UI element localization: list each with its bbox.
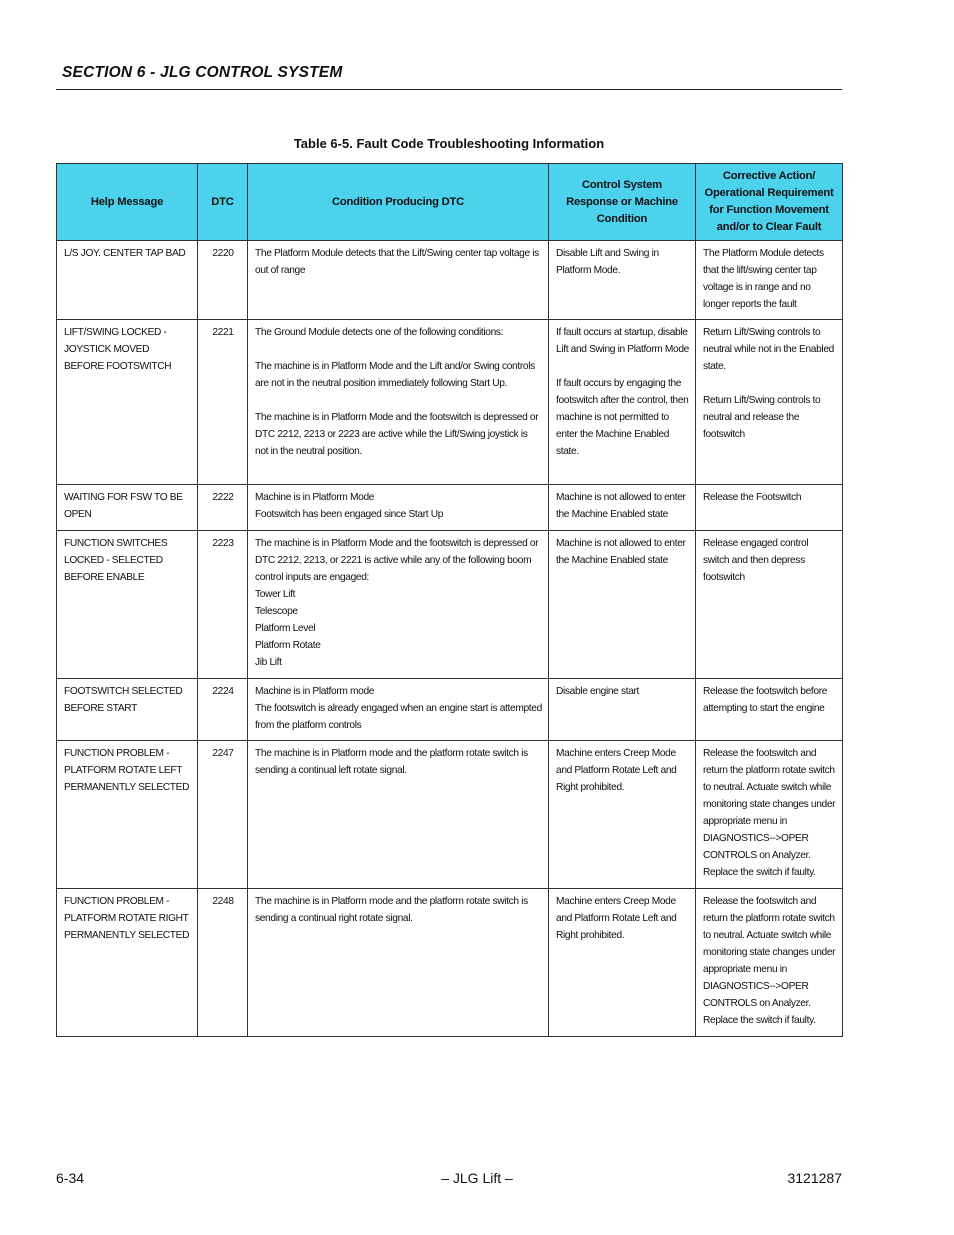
condition-line: The footswitch is already engaged when an engine start is attempted from the platform controls xyxy=(255,703,542,731)
action-text: Release the footswitch and return the platform rotate switch to neutral. Actuate switch while monitoring state changes under appropriate menu in DIAGNOSTICS-->OPER CONTROLS on Analyzer. Replace the switch if faulty. xyxy=(703,748,836,878)
response-text: Disable engine start xyxy=(556,686,640,697)
paragraph-gap xyxy=(255,392,542,409)
dtc-cell: 2248 xyxy=(198,889,248,1037)
condition-text: The machine is in Platform mode and the platform rotate switch is sending a continual right rotate signal. xyxy=(255,896,528,924)
condition-cell xyxy=(248,741,549,889)
condition-line: Machine is in Platform Mode xyxy=(255,492,375,503)
dtc-cell: 2247 xyxy=(198,741,248,889)
section-title: SECTION 6 - JLG CONTROL SYSTEM xyxy=(62,64,343,81)
action-text: Release engaged control switch and then depress footswitch xyxy=(703,538,809,583)
paragraph-gap xyxy=(703,375,836,392)
help-message-cell: FUNCTION PROBLEM - PLATFORM ROTATE RIGHT PERMANENTLY SELECTED xyxy=(57,889,198,1037)
header-rule xyxy=(56,89,842,90)
document-number: 3121287 xyxy=(787,1170,842,1186)
table-header-row xyxy=(57,164,843,241)
action-cell xyxy=(696,320,843,485)
paragraph-gap xyxy=(255,341,542,358)
response-cell xyxy=(549,320,696,485)
column-header-response: Control System Response or Machine Condition xyxy=(549,164,696,241)
table-row xyxy=(57,679,843,741)
table-row xyxy=(57,485,843,531)
action-text: The Platform Module detects that the lift/swing center tap voltage is in range and no longer reports the fault xyxy=(703,248,824,310)
action-text: Release the footswitch before attempting to start the engine xyxy=(703,686,828,714)
action-cell xyxy=(696,741,843,889)
dtc-cell: 2222 xyxy=(198,485,248,531)
column-header-dtc: DTC xyxy=(198,164,248,241)
condition-text: The machine is in Platform Mode and the Lift and/or Swing controls are not in the neutral position immediately following Start Up. xyxy=(255,361,535,389)
help-message-cell: FOOTSWITCH SELECTED BEFORE START xyxy=(57,679,198,741)
action-cell xyxy=(696,889,843,1037)
condition-cell xyxy=(248,241,549,320)
response-text: Machine is not allowed to enter the Machine Enabled state xyxy=(556,538,686,566)
action-cell xyxy=(696,485,843,531)
column-header-corrective-action: Corrective Action/ Operational Requirement for Function Movement and/or to Clear Fault xyxy=(696,164,843,241)
table-row xyxy=(57,531,843,679)
response-text: Machine enters Creep Mode and Platform Rotate Left and Right prohibited. xyxy=(556,748,677,793)
condition-line: Tower Lift xyxy=(255,589,296,600)
help-message-cell: L/S JOY. CENTER TAP BAD xyxy=(57,241,198,320)
condition-cell xyxy=(248,320,549,485)
dtc-cell: 2223 xyxy=(198,531,248,679)
help-message-cell: FUNCTION PROBLEM - PLATFORM ROTATE LEFT PERMANENTLY SELECTED xyxy=(57,741,198,889)
condition-cell xyxy=(248,485,549,531)
action-cell xyxy=(696,531,843,679)
help-message-cell: LIFT/SWING LOCKED - JOYSTICK MOVED BEFORE FOOTSWITCH xyxy=(57,320,198,485)
fault-code-table xyxy=(56,163,843,1037)
action-text: Return Lift/Swing controls to neutral and release the footswitch xyxy=(703,395,821,440)
condition-line: Machine is in Platform mode xyxy=(255,686,375,697)
table-row xyxy=(57,320,843,485)
response-cell xyxy=(549,741,696,889)
response-cell xyxy=(549,679,696,741)
action-cell xyxy=(696,241,843,320)
response-text: Machine enters Creep Mode and Platform Rotate Left and Right prohibited. xyxy=(556,896,677,941)
response-text: If fault occurs by engaging the footswitch after the control, then machine is not permitted to enter the Machine Enabled state. xyxy=(556,378,689,457)
table-caption: Table 6-5. Fault Code Troubleshooting Information xyxy=(293,136,605,151)
page-number: 6-34 xyxy=(56,1170,85,1186)
help-message-cell: WAITING FOR FSW TO BE OPEN xyxy=(57,485,198,531)
action-text: Release the footswitch and return the platform rotate switch to neutral. Actuate switch while monitoring state changes under appropriate menu in DIAGNOSTICS-->OPER CONTROLS on Analyzer. Replace the switch if faulty. xyxy=(703,896,836,1026)
condition-text: The Platform Module detects that the Lift/Swing center tap voltage is out of range xyxy=(255,248,539,276)
condition-cell xyxy=(248,889,549,1037)
dtc-cell: 2224 xyxy=(198,679,248,741)
condition-text: The machine is in Platform Mode and the footswitch is depressed or DTC 2212, 2213 or 2223 are active while the Lift/Swing joystick is not in the neutral position. xyxy=(255,412,539,457)
footer-center-text: – JLG Lift – xyxy=(441,1170,513,1186)
dtc-cell: 2221 xyxy=(198,320,248,485)
condition-text: The machine is in Platform mode and the platform rotate switch is sending a continual left rotate signal. xyxy=(255,748,528,776)
column-header-help-message: Help Message xyxy=(57,164,198,241)
condition-line: Jib Lift xyxy=(255,657,282,668)
response-cell xyxy=(549,531,696,679)
response-text: If fault occurs at startup, disable Lift and Swing in Platform Mode xyxy=(556,327,689,355)
condition-cell xyxy=(248,679,549,741)
response-cell xyxy=(549,241,696,320)
condition-text: The Ground Module detects one of the following conditions: xyxy=(255,327,504,338)
response-text: Disable Lift and Swing in Platform Mode. xyxy=(556,248,659,276)
table-row xyxy=(57,241,843,320)
table-row xyxy=(57,741,843,889)
condition-line: Telescope xyxy=(255,606,298,617)
response-cell xyxy=(549,485,696,531)
paragraph-gap xyxy=(556,358,689,375)
action-text: Return Lift/Swing controls to neutral while not in the Enabled state. xyxy=(703,327,834,372)
action-text: Release the Footswitch xyxy=(703,492,802,503)
condition-line: The machine is in Platform Mode and the footswitch is depressed or DTC 2212, 2213, or 2221 is active while any of the following boom control inputs are engaged: xyxy=(255,538,539,583)
help-message-cell: FUNCTION SWITCHES LOCKED - SELECTED BEFORE ENABLE xyxy=(57,531,198,679)
column-header-condition: Condition Producing DTC xyxy=(248,164,549,241)
condition-line: Platform Rotate xyxy=(255,640,321,651)
table-row xyxy=(57,889,843,1037)
response-cell xyxy=(549,889,696,1037)
action-cell xyxy=(696,679,843,741)
condition-cell xyxy=(248,531,549,679)
dtc-cell: 2220 xyxy=(198,241,248,320)
condition-line: Platform Level xyxy=(255,623,316,634)
response-text: Machine is not allowed to enter the Machine Enabled state xyxy=(556,492,686,520)
condition-line: Footswitch has been engaged since Start Up xyxy=(255,509,444,520)
